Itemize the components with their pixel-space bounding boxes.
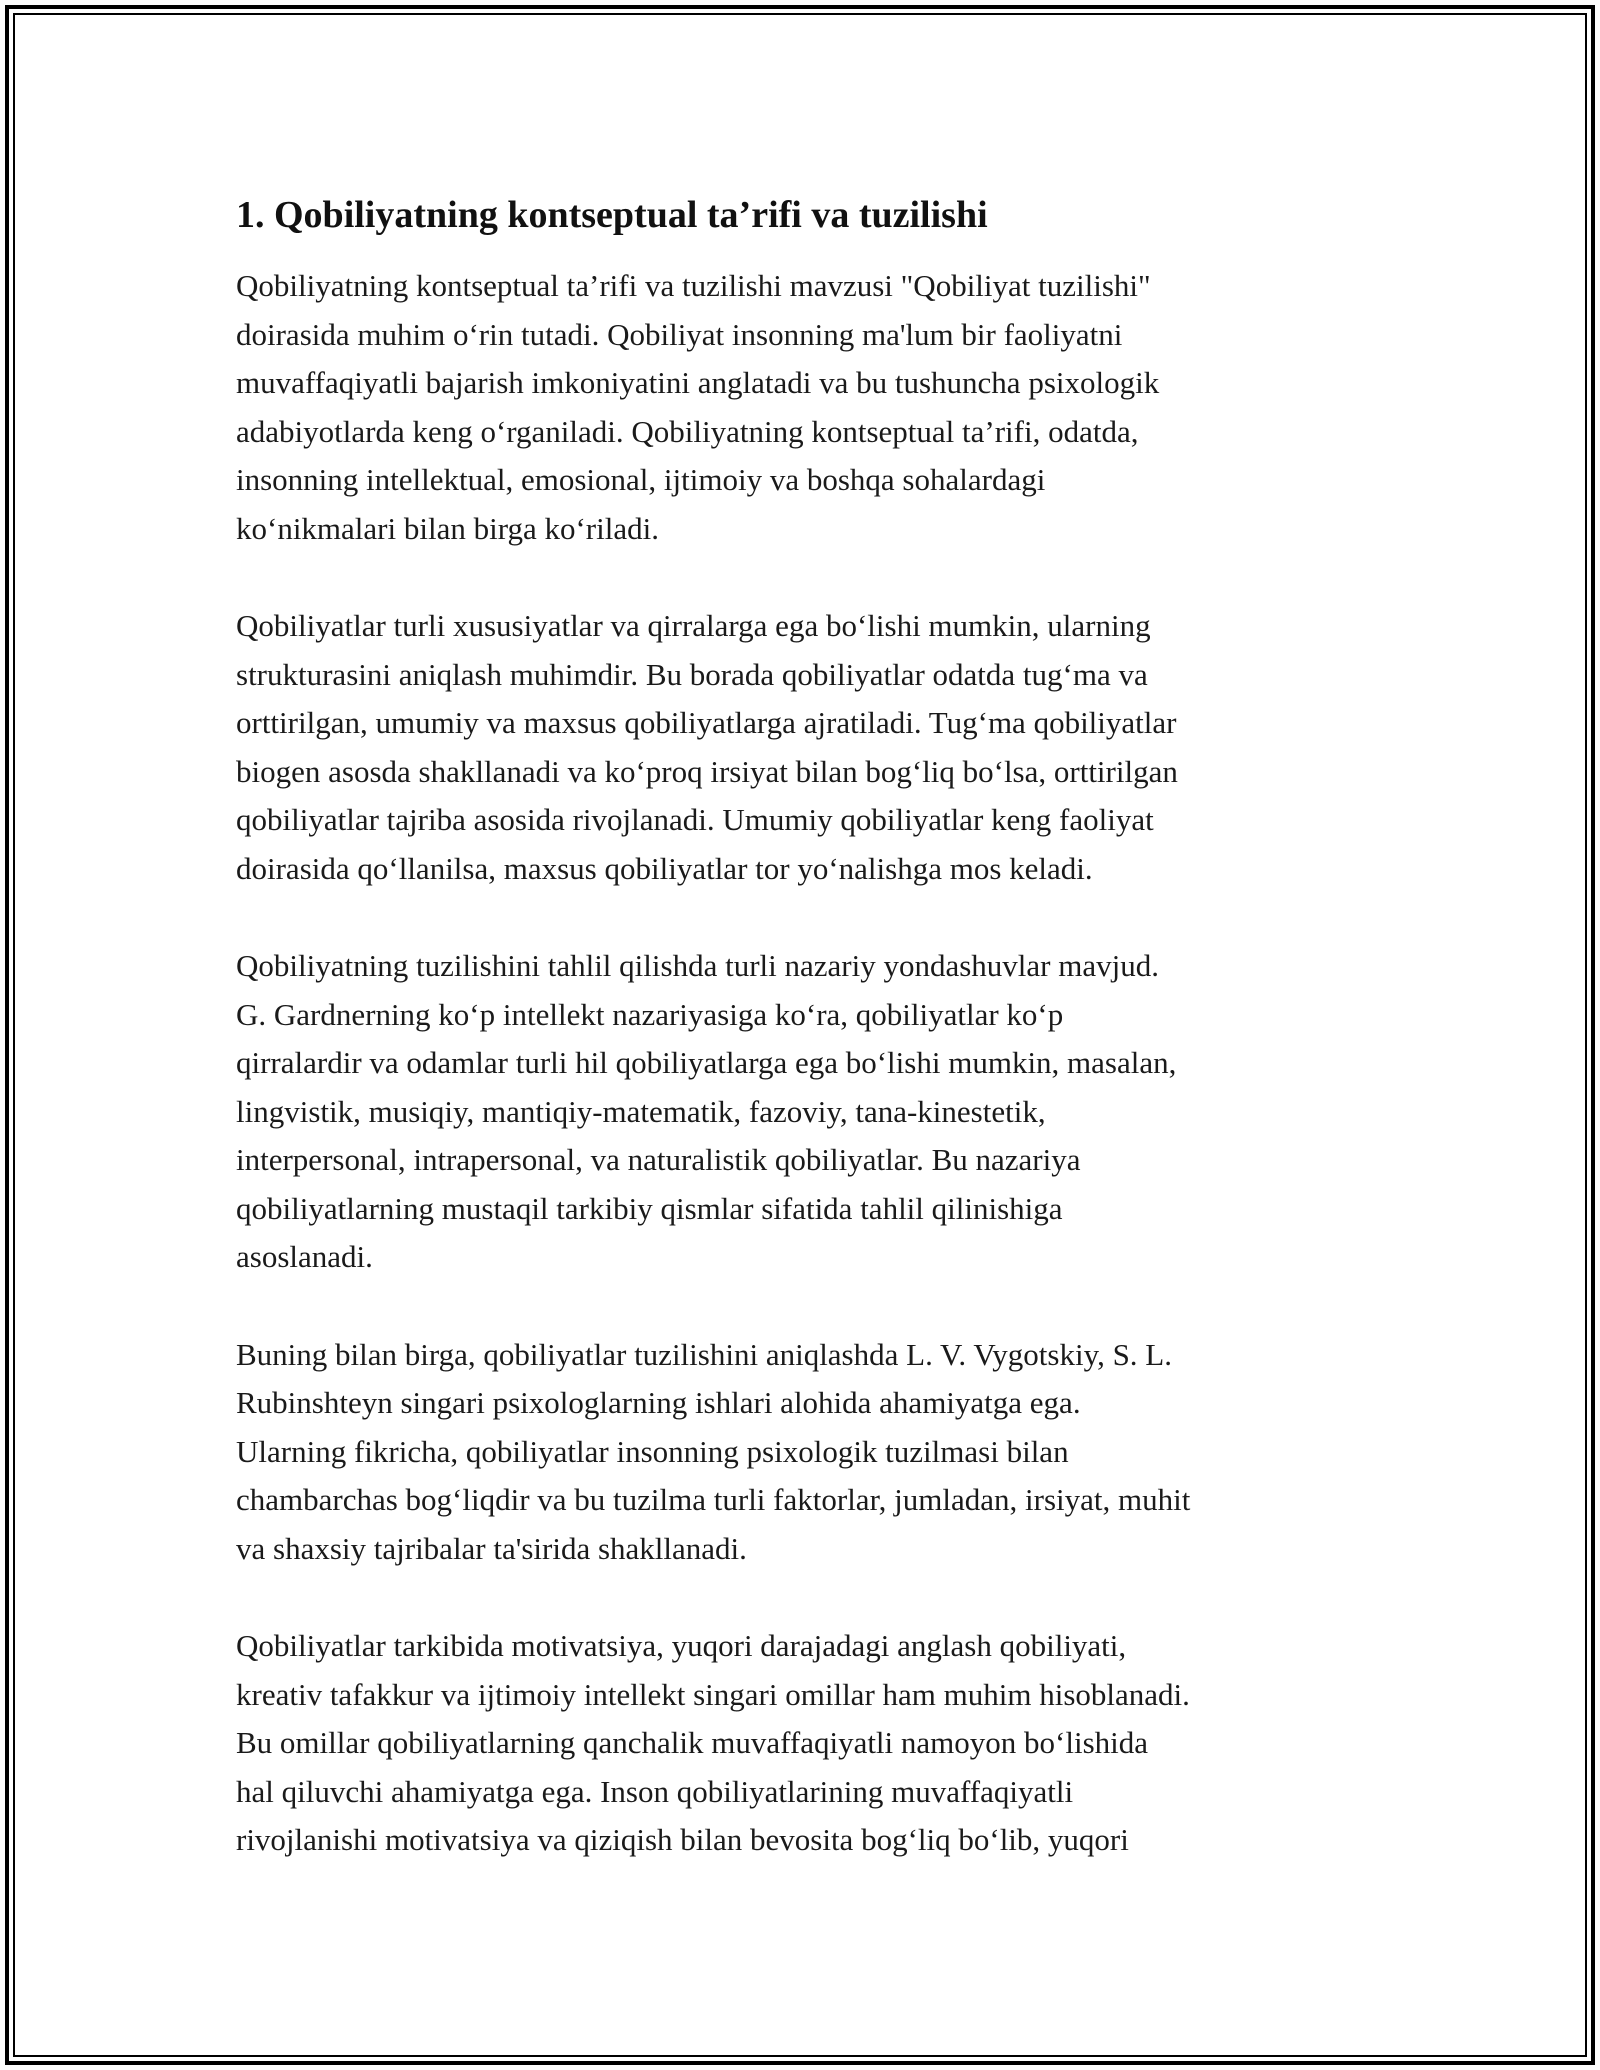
- text-line: qobiliyatlarning mustaqil tarkibiy qismlar sifatida tahlil qilinishiga: [236, 1190, 1063, 1226]
- text-line: qirralardir va odamlar turli hil qobiliyatlarga ega bo‘lishi mumkin, masalan,: [236, 1045, 1177, 1080]
- text-line: adabiyotlarda keng o‘rganiladi. Qobiliyatning kontseptual ta’rifi, odatda,: [236, 413, 1139, 449]
- text-line: hal qiluvchi ahamiyatga ega. Inson qobiliyatlarining muvaffaqiyatli: [236, 1773, 1074, 1809]
- text-line: G. Gardnerning ko‘p intellekt nazariyasiga ko‘ra, qobiliyatlar ko‘p: [236, 996, 1064, 1032]
- text-line: Qobiliyatlar turli xususiyatlar va qirralarga ega bo‘lishi mumkin, ularning: [236, 608, 1151, 643]
- text-line: doirasida qo‘llanilsa, maxsus qobiliyatlar tor yo‘nalishga mos keladi.: [236, 850, 1093, 886]
- text-line: Buning bilan birga, qobiliyatlar tuzilishini aniqlashda L. V. Vygotskiy, S. L.: [236, 1336, 1172, 1372]
- text-line: ko‘nikmalari bilan birga ko‘riladi.: [236, 510, 659, 546]
- text-line: muvaffaqiyatli bajarish imkoniyatini anglatadi va bu tushuncha psixologik: [236, 365, 1160, 400]
- text-line: Rubinshteyn singari psixologlarning ishlari alohida ahamiyatga ega.: [236, 1385, 1081, 1420]
- text-line: qobiliyatlar tajriba asosida rivojlanadi. Umumiy qobiliyatlar keng faoliyat: [236, 802, 1154, 837]
- section-heading: 1. Qobiliyatning kontseptual ta’rifi va tuzilishi: [236, 194, 988, 236]
- document-body: [236, 190, 1376, 1914]
- text-line: Bu omillar qobiliyatlarning qanchalik muvaffaqiyatli namoyon bo‘lishida: [236, 1725, 1149, 1760]
- text-line: asoslanadi.: [236, 1239, 373, 1274]
- text-line: rivojlanishi motivatsiya va qiziqish bilan bevosita bog‘liq bo‘lib, yuqori: [236, 1822, 1129, 1857]
- paragraph-2: [236, 602, 1376, 893]
- paragraph-1: [236, 262, 1376, 553]
- text-line: lingvistik, musiqiy, mantiqiy-matematik, fazoviy, tana-kinestetik,: [236, 1093, 1046, 1129]
- text-line: kreativ tafakkur va ijtimoiy intellekt singari omillar ham muhim hisoblanadi.: [236, 1676, 1190, 1712]
- paragraph-5: [236, 1622, 1376, 1865]
- text-line: insonning intellektual, emosional, ijtimoiy va boshqa sohalardagi: [236, 462, 1046, 497]
- text-line: va shaxsiy tajribalar ta'sirida shakllanadi.: [236, 1530, 747, 1566]
- text-line: Qobiliyatning tuzilishini tahlil qilishda turli nazariy yondashuvlar mavjud.: [236, 948, 1159, 983]
- text-line: strukturasini aniqlash muhimdir. Bu borada qobiliyatlar odatda tug‘ma va: [236, 656, 1148, 692]
- text-line: biogen asosda shakllanadi va ko‘proq irsiyat bilan bog‘liq bo‘lsa, orttirilgan: [236, 753, 1178, 789]
- text-line: orttirilgan, umumiy va maxsus qobiliyatlarga ajratiladi. Tug‘ma qobiliyatlar: [236, 705, 1177, 740]
- text-line: interpersonal, intrapersonal, va naturalistik qobiliyatlar. Bu nazariya: [236, 1142, 1081, 1177]
- text-line: Qobiliyatning kontseptual ta’rifi va tuzilishi mavzusi "Qobiliyat tuzilishi": [236, 268, 1151, 303]
- text-line: Qobiliyatlar tarkibida motivatsiya, yuqori darajadagi anglash qobiliyati,: [236, 1628, 1127, 1663]
- text-line: Ularning fikricha, qobiliyatlar insonning psixologik tuzilmasi bilan: [236, 1433, 1069, 1469]
- paragraph-4: [236, 1331, 1376, 1574]
- text-line: doirasida muhim o‘rin tutadi. Qobiliyat insonning ma'lum bir faoliyatni: [236, 316, 1123, 352]
- paragraph-3: [236, 942, 1376, 1282]
- text-line: chambarchas bog‘liqdir va bu tuzilma turli faktorlar, jumladan, irsiyat, muhit: [236, 1482, 1191, 1517]
